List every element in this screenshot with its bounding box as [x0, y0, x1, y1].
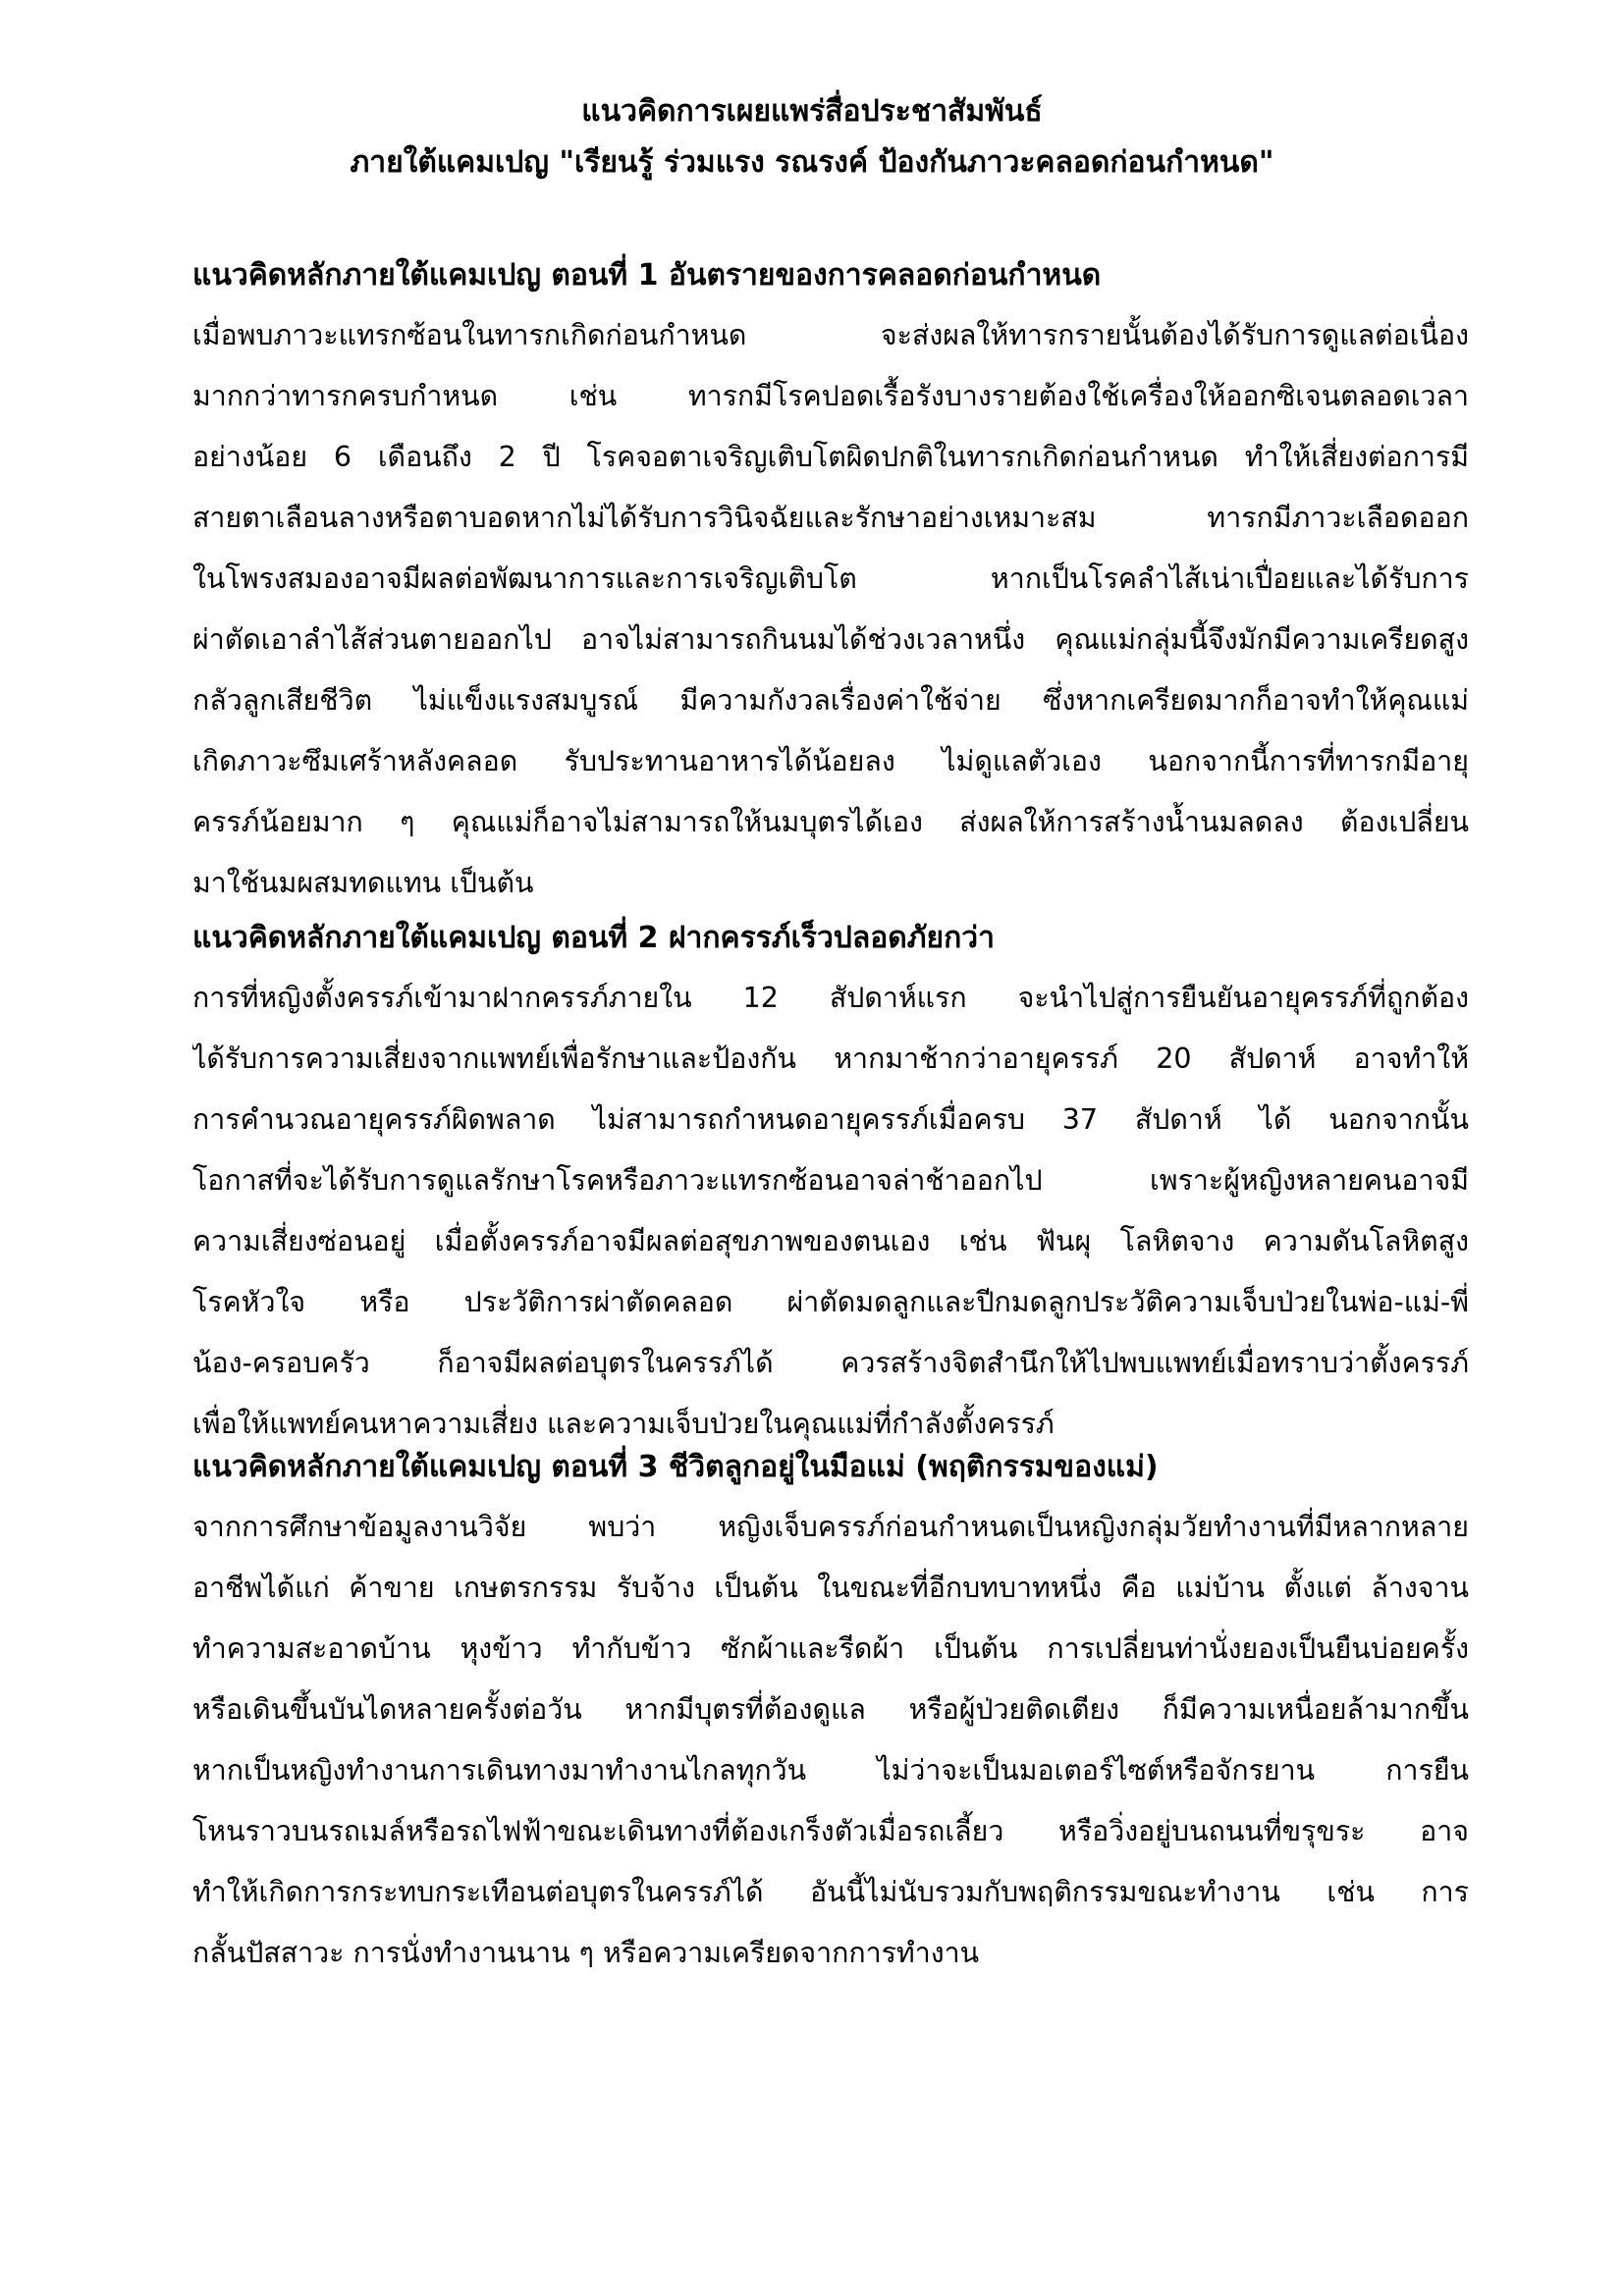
paragraph-line: สายตาเลือนลางหรือตาบอดหากไม่ได้รับการวินิจฉัยและรักษาอย่างเหมาะสม ทารกมีภาวะเลือดออก	[192, 502, 1469, 534]
paragraph-line: ครรภ์น้อยมาก ๆ คุณแม่ก็อาจไม่สามารถให้นมบุตรได้เอง ส่งผลให้การสร้างน้ำนมลดลง ต้องเปลี่ยน	[192, 806, 1469, 838]
paragraph-line: ในโพรงสมองอาจมีผลต่อพัฒนาการและการเจริญเติบโต หากเป็นโรคลำไส้เน่าเปื่อยและได้รับการ	[192, 562, 1469, 595]
document-title: แนวคิดการเผยแพร่สื่อประชาสัมพันธ์	[581, 94, 1043, 129]
document-subtitle: ภายใต้แคมเปญ "เรียนรู้ ร่วมแรง รณรงค์ ป้องกันภาวะคลอดก่อนกำหนด"	[350, 145, 1274, 180]
paragraph-line: อย่างน้อย 6 เดือนถึง 2 ปี โรคจอตาเจริญเติบโตผิดปกติในทารกเกิดก่อนกำหนด ทำให้เสี่ยงต่อการมี	[192, 441, 1469, 473]
document-title-block	[0, 86, 1624, 188]
section-heading: แนวคิดหลักภายใต้แคมเปญ ตอนที่ 3 ชีวิตลูกอยู่ในมือแม่ (พฤติกรรมของแม่)	[192, 1450, 1159, 1484]
paragraph-line: เกิดภาวะซึมเศร้าหลังคลอด รับประทานอาหารได้น้อยลง ไม่ดูแลตัวเอง นอกจากนี้การที่ทารกมีอายุ	[192, 745, 1469, 777]
paragraph-line: หรือเดินขึ้นบันไดหลายครั้งต่อวัน หากมีบุตรที่ต้องดูแล หรือผู้ป่วยติดเตียง ก็มีความเหนื่อยล้ามากขึ้น	[192, 1693, 1469, 1726]
paragraph-line: โหนราวบนรถเมล์หรือรถไฟฟ้าขณะเดินทางที่ต้องเกร็งตัวเมื่อรถเลี้ยว หรือวิ่งอยู่บนถนนที่ขรุขระ อาจ	[192, 1815, 1469, 1847]
paragraph-line: กลั้นปัสสาวะ การนั่งทำงานนาน ๆ หรือความเครียดจากการทำงาน	[192, 1937, 980, 1969]
paragraph-line: การที่หญิงตั้งครรภ์เข้ามาฝากครรภ์ภายใน 12 สัปดาห์แรก จะนำไปสู่การยืนยันอายุครรภ์ที่ถูกต้อง	[192, 982, 1469, 1014]
paragraph-line: น้อง-ครอบครัว ก็อาจมีผลต่อบุตรในครรภ์ได้ ควรสร้างจิตสำนึกให้ไปพบแพทย์เมื่อทราบว่าตั้งครรภ์	[192, 1347, 1469, 1379]
paragraph-line: เพื่อให้แพทย์คนหาความเสี่ยง และความเจ็บป่วยในคุณแม่ที่กำลังตั้งครรภ์	[192, 1408, 1055, 1440]
paragraph-line: กลัวลูกเสียชีวิต ไม่แข็งแรงสมบูรณ์ มีความกังวลเรื่องค่าใช้จ่าย ซึ่งหากเครียดมากก็อาจทำให้คุณแม่	[192, 684, 1469, 717]
paragraph-line: ความเสี่ยงซ่อนอยู่ เมื่อตั้งครรภ์อาจมีผลต่อสุขภาพของตนเอง เช่น ฟันผุ โลหิตจาง ความดันโลหิตสูง	[192, 1225, 1469, 1257]
section-episode-3	[192, 1442, 1469, 1984]
section-heading: แนวคิดหลักภายใต้แคมเปญ ตอนที่ 2 ฝากครรภ์เร็วปลอดภัยกว่า	[192, 921, 995, 955]
section-episode-2	[192, 913, 1469, 1455]
paragraph-line: โอกาสที่จะได้รับการดูแลรักษาโรคหรือภาวะแทรกซ้อนอาจล่าช้าออกไป เพราะผู้หญิงหลายคนอาจมี	[192, 1164, 1469, 1197]
paragraph-line: อาชีพได้แก่ ค้าขาย เกษตรกรรม รับจ้าง เป็นต้น ในขณะที่อีกบทบาทหนึ่ง คือ แม่บ้าน ตั้งแต่ ล้างจาน	[192, 1572, 1469, 1604]
paragraph-line: หากเป็นหญิงทำงานการเดินทางมาทำงานไกลทุกวัน ไม่ว่าจะเป็นมอเตอร์ไซต์หรือจักรยาน การยืน	[192, 1754, 1469, 1787]
paragraph-line: การคำนวณอายุครรภ์ผิดพลาด ไม่สามารถกำหนดอายุครรภ์เมื่อครบ 37 สัปดาห์ ได้ นอกจากนั้น	[192, 1103, 1469, 1136]
section-heading: แนวคิดหลักภายใต้แคมเปญ ตอนที่ 1 อันตรายของการคลอดก่อนกำหนด	[192, 258, 1102, 293]
paragraph-line: จากการศึกษาข้อมูลงานวิจัย พบว่า หญิงเจ็บครรภ์ก่อนกำหนดเป็นหญิงกลุ่มวัยทำงานที่มีหลากหลาย	[192, 1511, 1469, 1543]
section-episode-1	[192, 250, 1469, 914]
paragraph-line: ทำความสะอาดบ้าน หุงข้าว ทำกับข้าว ซักผ้าและรีดผ้า เป็นต้น การเปลี่ยนท่านั่งยองเป็นยืนบ่อยครั้ง	[192, 1632, 1469, 1665]
paragraph-line: มากกว่าทารกครบกำหนด เช่น ทารกมีโรคปอดเรื้อรังบางรายต้องใช้เครื่องให้ออกซิเจนตลอดเวลา	[192, 380, 1469, 412]
paragraph-line: โรคหัวใจ หรือ ประวัติการผ่าตัดคลอด ผ่าตัดมดลูกและปีกมดลูกประวัติความเจ็บป่วยในพ่อ-แม่-พี่	[192, 1286, 1469, 1318]
paragraph-line: เมื่อพบภาวะแทรกซ้อนในทารกเกิดก่อนกำหนด จะส่งผลให้ทารกรายนั้นต้องได้รับการดูแลต่อเนื่อง	[192, 319, 1469, 351]
paragraph-line: ทำให้เกิดการกระทบกระเทือนต่อบุตรในครรภ์ได้ อันนี้ไม่นับรวมกับพฤติกรรมขณะทำงาน เช่น การ	[192, 1876, 1469, 1908]
paragraph-line: ผ่าตัดเอาลำไส้ส่วนตายออกไป อาจไม่สามารถกินนมได้ช่วงเวลาหนึ่ง คุณแม่กลุ่มนี้จึงมักมีความเครียดสูง	[192, 623, 1469, 656]
paragraph-line: มาใช้นมผสมทดแทน เป็นต้น	[192, 867, 534, 899]
paragraph-line: ได้รับการความเสี่ยงจากแพทย์เพื่อรักษาและป้องกัน หากมาช้ากว่าอายุครรภ์ 20 สัปดาห์ อาจทำให้	[192, 1042, 1469, 1075]
